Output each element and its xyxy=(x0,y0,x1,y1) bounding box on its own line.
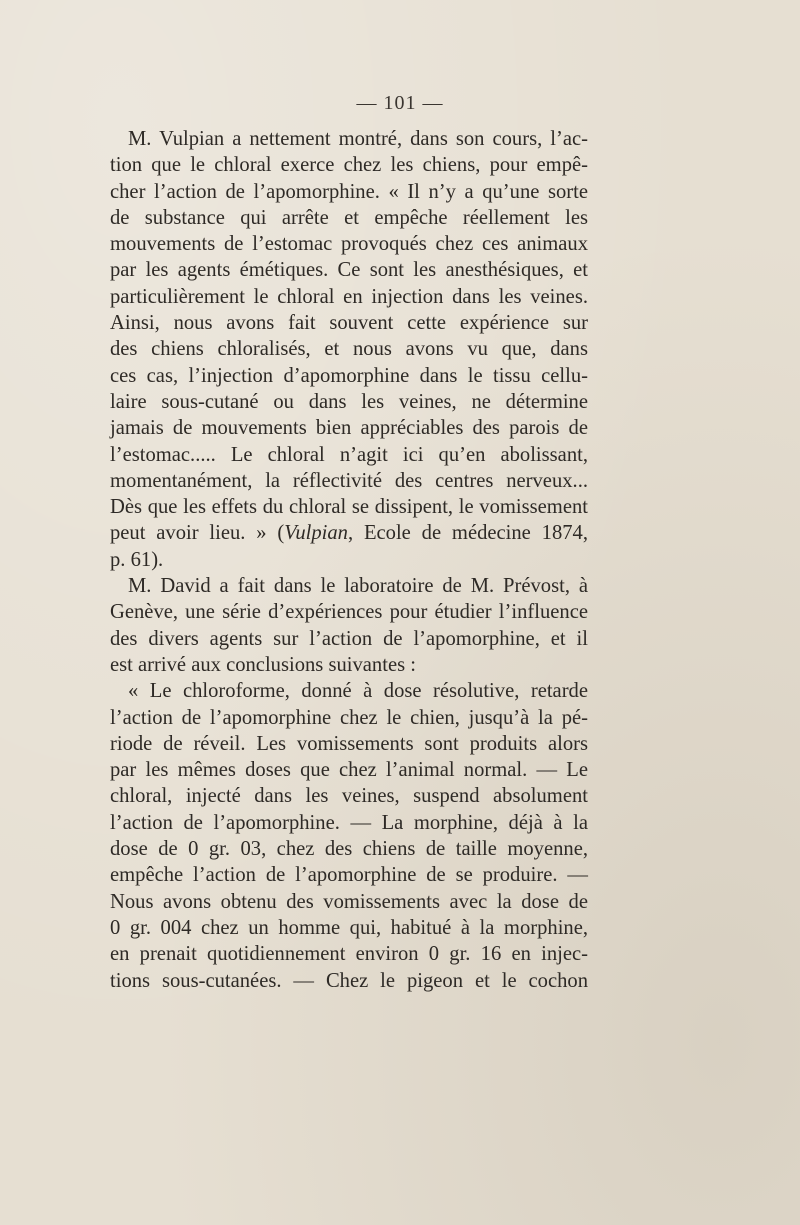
text-line: Ainsi, nous avons fait souvent cette expérience sur xyxy=(110,312,588,335)
text-segment: , Ecole de médecine 1874, xyxy=(347,522,588,545)
text-line: empêche l’action de l’apomorphine de se produire. — xyxy=(110,864,588,887)
italic-citation: Vulpian xyxy=(284,522,348,545)
text-line: Genève, une série d’expériences pour étudier l’influence xyxy=(110,601,588,624)
page-number: — 101 — xyxy=(356,92,444,114)
text-line: 0 gr. 004 chez un homme qui, habitué à la morphine, xyxy=(110,916,588,939)
text-line: l’action de l’apomorphine. — La morphine, déjà à la xyxy=(110,811,588,834)
text-line: par les agents émétiques. Ce sont les anesthésiques, et xyxy=(110,259,588,282)
text-line: momentanément, la réflectivité des centres nerveux... xyxy=(110,469,588,492)
text-line: p. 61). xyxy=(110,548,164,571)
text-line: mouvements de l’estomac provoqués chez ces animaux xyxy=(110,233,588,256)
text-line: M. Vulpian a nettement montré, dans son cours, l’ac- xyxy=(128,128,588,150)
text-line: Nous avons obtenu des vomissements avec la dose de xyxy=(110,890,588,913)
text-line: des chiens chloralisés, et nous avons vu que, dans xyxy=(110,338,588,361)
text-line: « Le chloroforme, donné à dose résolutive, retarde xyxy=(128,680,588,703)
text-line: par les mêmes doses que chez l’animal normal. — Le xyxy=(110,759,588,782)
text-line: riode de réveil. Les vomissements sont produits alors xyxy=(110,732,588,755)
text-line: particulièrement le chloral en injection dans les veines. xyxy=(110,285,588,308)
text-line: des divers agents sur l’action de l’apomorphine, et il xyxy=(110,627,588,650)
text-line: l’estomac..... Le chloral n’agit ici qu’en abolissant, xyxy=(110,443,588,466)
text-line: ces cas, l’injection d’apomorphine dans le tissu cellu- xyxy=(110,364,588,387)
text-line: chloral, injecté dans les veines, suspend absolument xyxy=(110,785,588,808)
text-line: l’action de l’apomorphine chez le chien, jusqu’à la pé- xyxy=(110,706,588,729)
text-line: tions sous-cutanées. — Chez le pigeon et le cochon xyxy=(110,969,588,992)
text-line: est arrivé aux conclusions suivantes : xyxy=(110,653,416,676)
body-text xyxy=(110,126,588,994)
text-line: en prenait quotidiennement environ 0 gr. 16 en injec- xyxy=(110,943,588,966)
text-line: de substance qui arrête et empêche réellement les xyxy=(110,206,588,229)
text-line: Dès que les effets du chloral se dissipent, le vomissement xyxy=(110,496,588,519)
text-line: dose de 0 gr. 03, chez des chiens de taille moyenne, xyxy=(110,838,588,861)
text-line: laire sous-cutané ou dans les veines, ne détermine xyxy=(110,390,588,413)
text-line: cher l’action de l’apomorphine. « Il n’y a qu’une sorte xyxy=(110,180,588,203)
text-segment: peut avoir lieu. » ( xyxy=(110,522,285,545)
text-line: M. David a fait dans le laboratoire de M. Prévost, à xyxy=(128,575,588,598)
text-line: jamais de mouvements bien appréciables des parois de xyxy=(110,417,588,440)
text-line xyxy=(110,520,588,546)
text-line: tion que le chloral exerce chez les chiens, pour empê- xyxy=(110,154,588,177)
